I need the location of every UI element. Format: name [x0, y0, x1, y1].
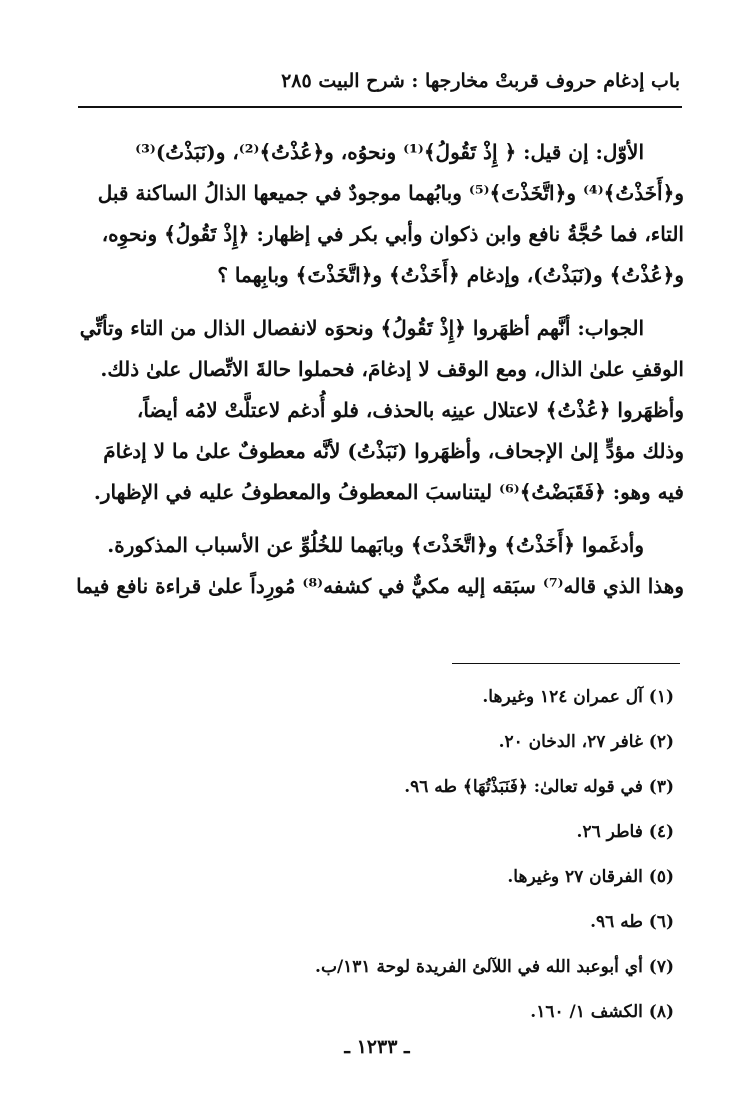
text-line: وأظهَروا ﴿عُذْتُ﴾ لاعتلال عينِه بالحذف، فلو أُدغم لاعتلَّتْ لامُه أيضاً، — [136, 398, 684, 422]
text-line: و﴿أَخَذْتُ﴾⁽⁴⁾ و﴿اتَّخَذْتَ﴾⁽⁵⁾ وبابُهما موجودٌ في جميعها الذالُ الساكنة قبل — [97, 181, 684, 205]
footnote-divider — [452, 663, 680, 664]
text-line: فيه وهو: ﴿فَقَبَضْتُ﴾⁽⁶⁾ ليتناسبَ المعطوفُ والمعطوفُ عليه في الإظهار. — [93, 480, 684, 504]
text-line: الأوّل: إن قيل: ﴿ إِذْ تَقُولُ﴾⁽¹⁾ ونحوُه، و﴿عُذْتُ﴾⁽²⁾، و(نَبَذْتُ)⁽³⁾ — [135, 140, 644, 164]
text-line: و﴿عُذْتُ﴾ و(نَبَذْتُ)، وإدغام ﴿أَخَذْتُ﴾ و﴿اتَّخَذْتَ﴾ وبابِهما ؟ — [217, 263, 684, 287]
text-line: التاء، فما حُجَّةُ نافع وابن ذكوان وأبي بكر في إظهار: ﴿إِذْ تَقُولُ﴾ ونحوِه، — [101, 222, 684, 246]
footnote-4: (٤) فاطر ٢٦. — [576, 822, 674, 842]
text-line: الوقفِ علىٰ الذال، ومع الوقف لا إدغامَ، فحملوا حالةَ الاتِّصال علىٰ ذلك. — [100, 357, 684, 381]
header-divider — [78, 106, 682, 108]
footnote-2: (٢) غافر ٢٧، الدخان ٢٠. — [498, 732, 674, 752]
paragraph-question — [72, 132, 684, 296]
footnote-7: (٧) أي أبوعبد الله في اللآلئ الفريدة لوحة ١٣١/ب. — [315, 957, 674, 977]
main-text — [72, 132, 684, 607]
footnote-3: (٣) في قوله تعالىٰ: ﴿فَنَبَذْتُهَا﴾ طه ٩٦. — [404, 777, 674, 797]
footnote-1: (١) آل عمران ١٢٤ وغيرها. — [482, 687, 674, 707]
text-line: وأدغَموا ﴿أَخَذْتُ﴾ و﴿اتَّخَذْتَ﴾ وبابَهما للخُلُوِّ عن الأسباب المذكورة. — [107, 533, 644, 557]
footnote-6: (٦) طه ٩٦. — [590, 912, 674, 932]
text-line: الجواب: أنَّهم أظهَروا ﴿إِذْ تَقُولُ﴾ ونحوَه لانفصال الذال من التاء وتأتِّي — [79, 316, 644, 340]
footnote-5: (٥) الفرقان ٢٧ وغيرها. — [507, 867, 674, 887]
paragraph-conclusion — [72, 525, 684, 607]
text-line: وذلك مؤدٍّ إلىٰ الإجحاف، وأظهَروا (نَبَذْتُ) لأنَّه معطوفٌ علىٰ ما لا إدغامَ — [103, 439, 684, 463]
running-header: باب إدغام حروف قربتْ مخارجها : شرح البيت ٢٨٥ — [281, 70, 680, 92]
footnotes — [150, 675, 682, 1035]
footnote-8: (٨) الكشف ١/ ١٦٠. — [530, 1002, 674, 1022]
paragraph-answer — [72, 308, 684, 513]
page-number: ـ ١٢٣٣ ـ — [344, 1036, 410, 1058]
text-line: وهذا الذي قاله⁽⁷⁾ سبَقه إليه مكيٌّ في كشفه⁽⁸⁾ مُورِداً علىٰ قراءة نافع فيما — [76, 574, 684, 598]
